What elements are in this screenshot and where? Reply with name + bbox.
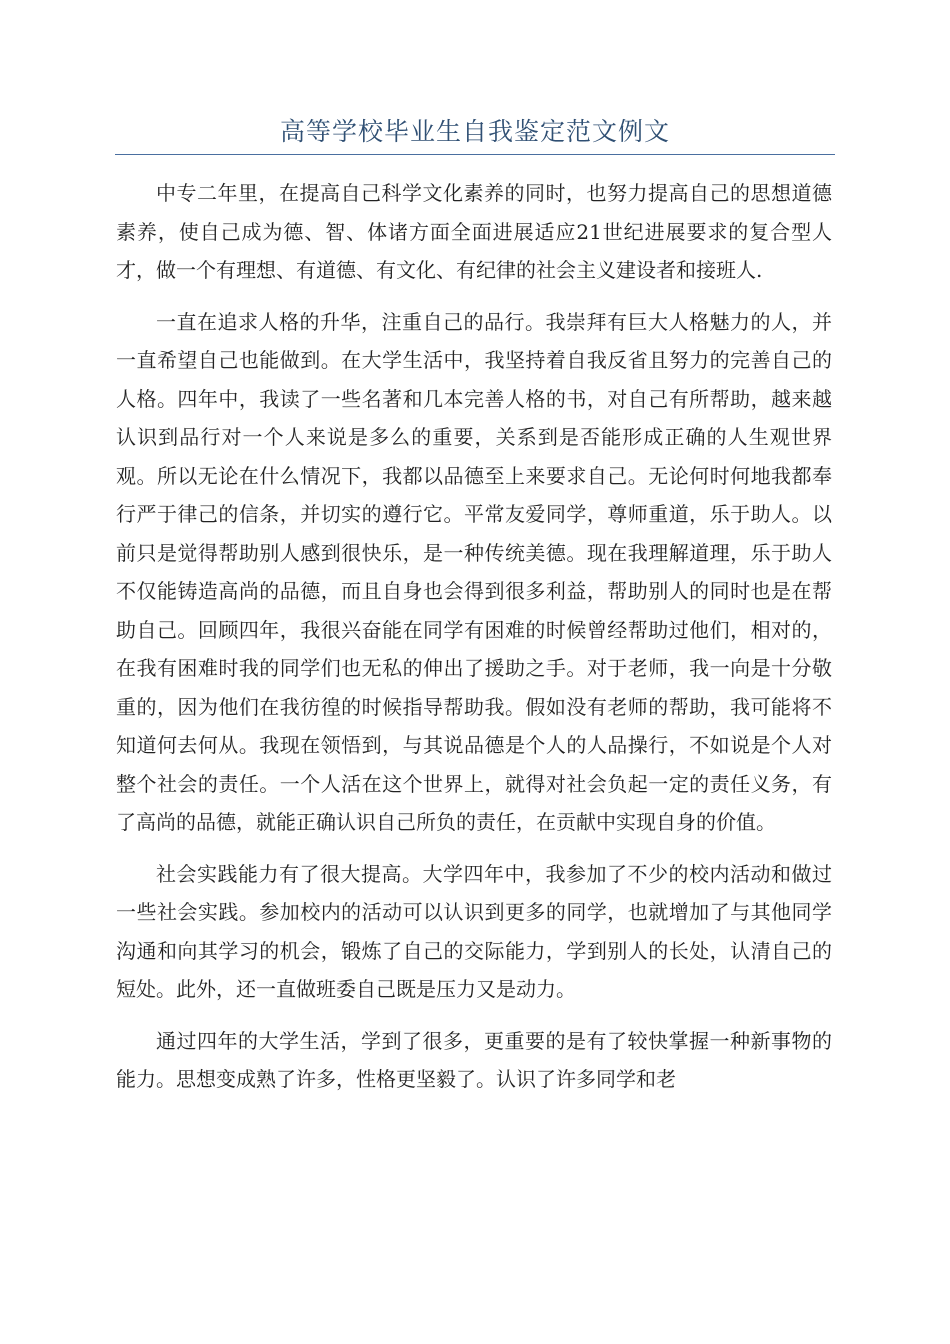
paragraph-4: 通过四年的大学生活，学到了很多，更重要的是有了较快掌握一种新事物的能力。思想变成熟了许多，性格更坚毅了。认识了许多同学和老 (116, 1028, 832, 1091)
document-body (116, 174, 832, 1112)
document-title: 高等学校毕业生自我鉴定范文例文 (279, 117, 670, 146)
paragraph-2: 一直在追求人格的升华，注重自己的品行。我崇拜有巨大人格魅力的人，并一直希望自己也能做到。在大学生活中，我坚持着自我反省且努力的完善自己的人格。四年中，我读了一些名著和几本完善人格的书，对自己有所帮助，越来越认识到品行对一个人来说是多么的重要，关系到是否能形成正确的人生观世界观。所以无论在什么情况下，我都以品德至上来要求自己。无论何时何地我都奉行严于律己的信条，并切实的遵行它。平常友爱同学，尊师重道，乐于助人。以前只是觉得帮助别人感到很快乐，是一种传统美德。现在我理解道理，乐于助人不仅能铸造高尚的品德，而且自身也会得到很多利益，帮助别人的同时也是在帮助自己。回顾四年，我很兴奋能在同学有困难的时候曾经帮助过他们，相对的，在我有困难时我的同学们也无私的伸出了援助之手。对于老师，我一向是十分敬重的，因为他们在我彷徨的时候指导帮助我。假如没有老师的帮助，我可能将不知道何去何从。我现在领悟到，与其说品德是个人的人品操行，不如说是个人对整个社会的责任。一个人活在这个世界上，就得对社会负起一定的责任义务，有了高尚的品德，就能正确认识自己所负的责任，在贡献中实现自身的价值。 (116, 309, 832, 834)
paragraph-3: 社会实践能力有了很大提高。大学四年中，我参加了不少的校内活动和做过一些社会实践。参加校内的活动可以认识到更多的同学，也就增加了与其他同学沟通和向其学习的机会，锻炼了自己的交际能力，学到别人的长处，认清自己的短处。此外，还一直做班委自己既是压力又是动力。 (116, 861, 832, 1001)
title-divider (115, 154, 835, 155)
paragraph-1: 中专二年里，在提高自己科学文化素养的同时，也努力提高自己的思想道德素养，使自己成为德、智、体诸方面全面进展适应21世纪进展要求的复合型人才，做一个有理想、有道德、有文化、有纪律的社会主义建设者和接班人. (116, 181, 832, 282)
